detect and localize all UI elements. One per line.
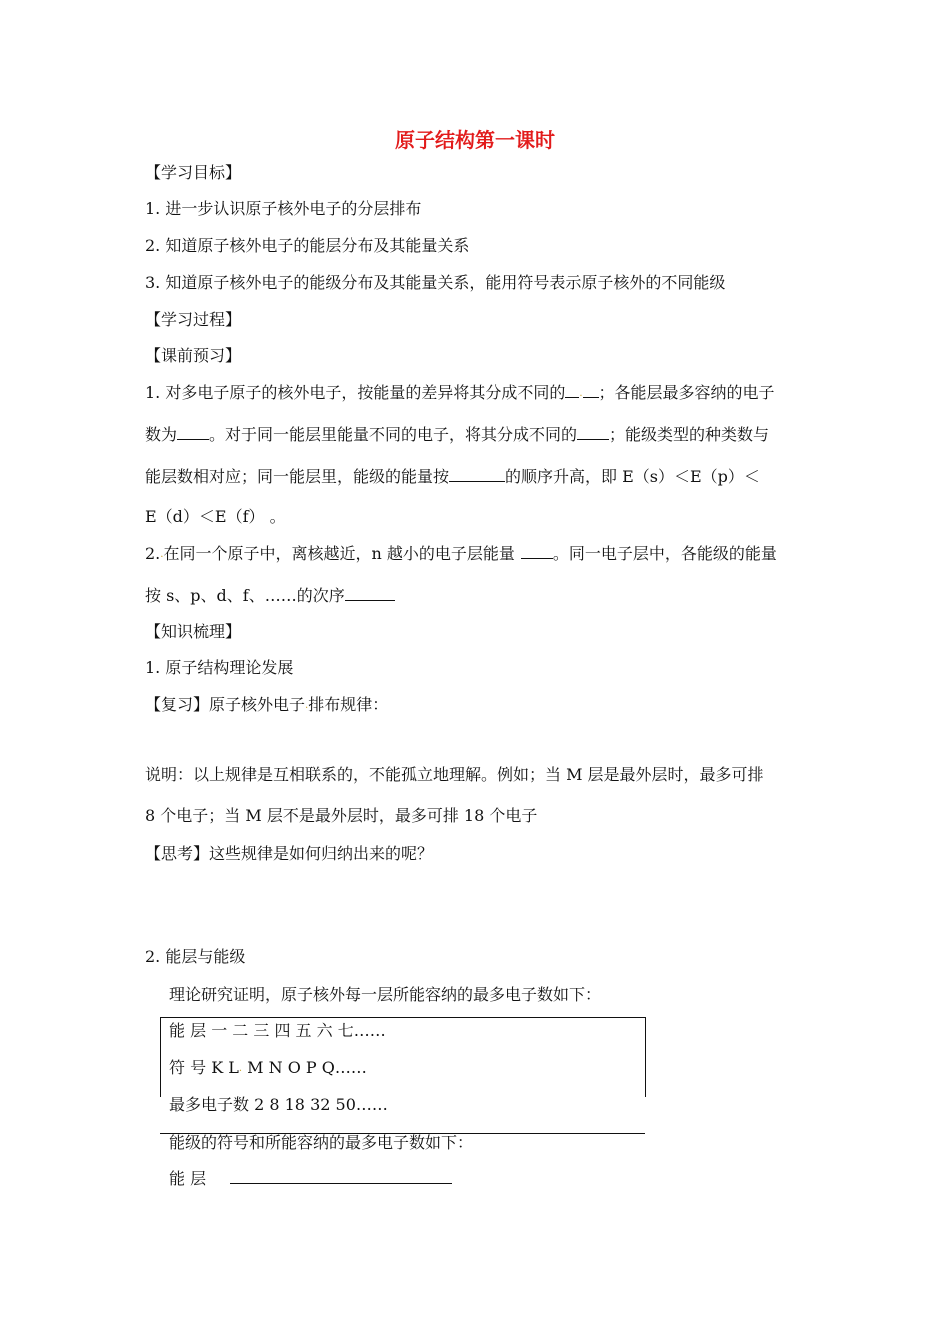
fill-blank [583,381,599,398]
preview-item-1-line-3 [145,465,760,488]
preview-item-2-line-2 [145,584,395,607]
mark-dot: . [579,388,583,399]
row-values: K L [211,1058,239,1077]
goal-2: 2. 知道原子核外电子的能层分布及其能量关系 [145,236,470,255]
text-segment: 能层数相对应；同一能层里，能级的能量按 [145,467,450,486]
sublevel-intro: 能级的符号和所能容纳的最多电子数如下： [169,1133,474,1152]
row-values: 一 二 三 四 五 六 七…… [211,1021,386,1040]
text-segment: 。同一电子层中，各能级的能量 [552,544,777,563]
mark-dot: . [238,1063,243,1074]
text-segment: 的顺序升高，即 E（s）＜E（p）＜ [505,467,760,486]
note-line-1: 说明：以上规律是互相联系的，不能孤立地理解。例如；当 M 层是最外层时，最多可排 [145,765,764,784]
preview-item-1-line-1 [145,381,775,405]
text-segment: ；各能层最多容纳的电子 [598,383,775,402]
text-segment: 排布规律： [308,695,389,714]
review-line [145,694,388,717]
text-segment: ；能级类型的种类数与 [609,425,770,444]
goal-3: 3. 知道原子核外电子的能级分布及其能量关系，能用符号表示原子核外的不同能级 [145,273,726,292]
knowledge-header: 【知识梳理】 [145,622,242,641]
think-line: 【思考】这些规律是如何归纳出来的呢？ [145,844,434,863]
preview-header: 【课前预习】 [145,346,242,365]
knowledge-item-2: 2. 能层与能级 [145,947,246,966]
preview-item-2-line-1 [145,542,777,566]
fill-blank [230,1167,452,1184]
goal-1: 1. 进一步认识原子核外电子的分层排布 [145,199,422,218]
table-row-shell [169,1020,386,1042]
fill-blank [577,423,609,440]
table-border-left [160,1017,161,1097]
text-segment: 数为 [145,425,178,444]
note-line-2: 8 个电子；当 M 层不是最外层时，最多可排 18 个电子 [145,806,538,825]
process-header: 【学习过程】 [145,310,242,329]
page-title: 原子结构第一课时 [395,128,555,152]
text-segment: 1. 对多电子原子的核外电子，按能量的差异将其分成不同的 [145,383,566,402]
table-row-symbol [169,1057,367,1080]
sublevel-row [169,1167,452,1190]
fill-blank [565,381,579,398]
row-label: 符 号 [169,1058,207,1077]
row-label: 能 层 [169,1021,207,1040]
fill-blank [345,584,395,601]
table-border-right [645,1017,646,1097]
row-values: M N O P Q…… [247,1058,367,1077]
text-segment: 在同一个原子中，离核越近，n 越小的电子层能量 [163,544,515,563]
shell-capacity-intro: 理论研究证明，原子核外每一层所能容纳的最多电子数如下： [169,985,602,1004]
goals-header: 【学习目标】 [145,163,242,182]
preview-item-1-line-4: E（d）＜E（f） 。 [145,507,286,526]
text-segment: 。对于同一能层里能量不同的电子，将其分成不同的 [209,425,578,444]
text-segment: 2. [145,544,161,563]
text-segment: 按 s、p、d、f、……的次序 [145,586,345,605]
text-segment: 【复习】原子核外电子 [145,695,306,714]
knowledge-item-1: 1. 原子结构理论发展 [145,658,294,677]
table-row-max-electrons: 最多电子数 2 8 18 32 50…… [169,1095,388,1114]
fill-blank [521,542,553,559]
row-label: 能 层 [169,1169,207,1188]
fill-blank [449,465,505,482]
fill-blank [177,423,209,440]
mark-dot: . [160,549,164,560]
mark-dot: . [305,700,309,711]
preview-item-1-line-2 [145,423,769,446]
table-border-top [160,1017,646,1018]
